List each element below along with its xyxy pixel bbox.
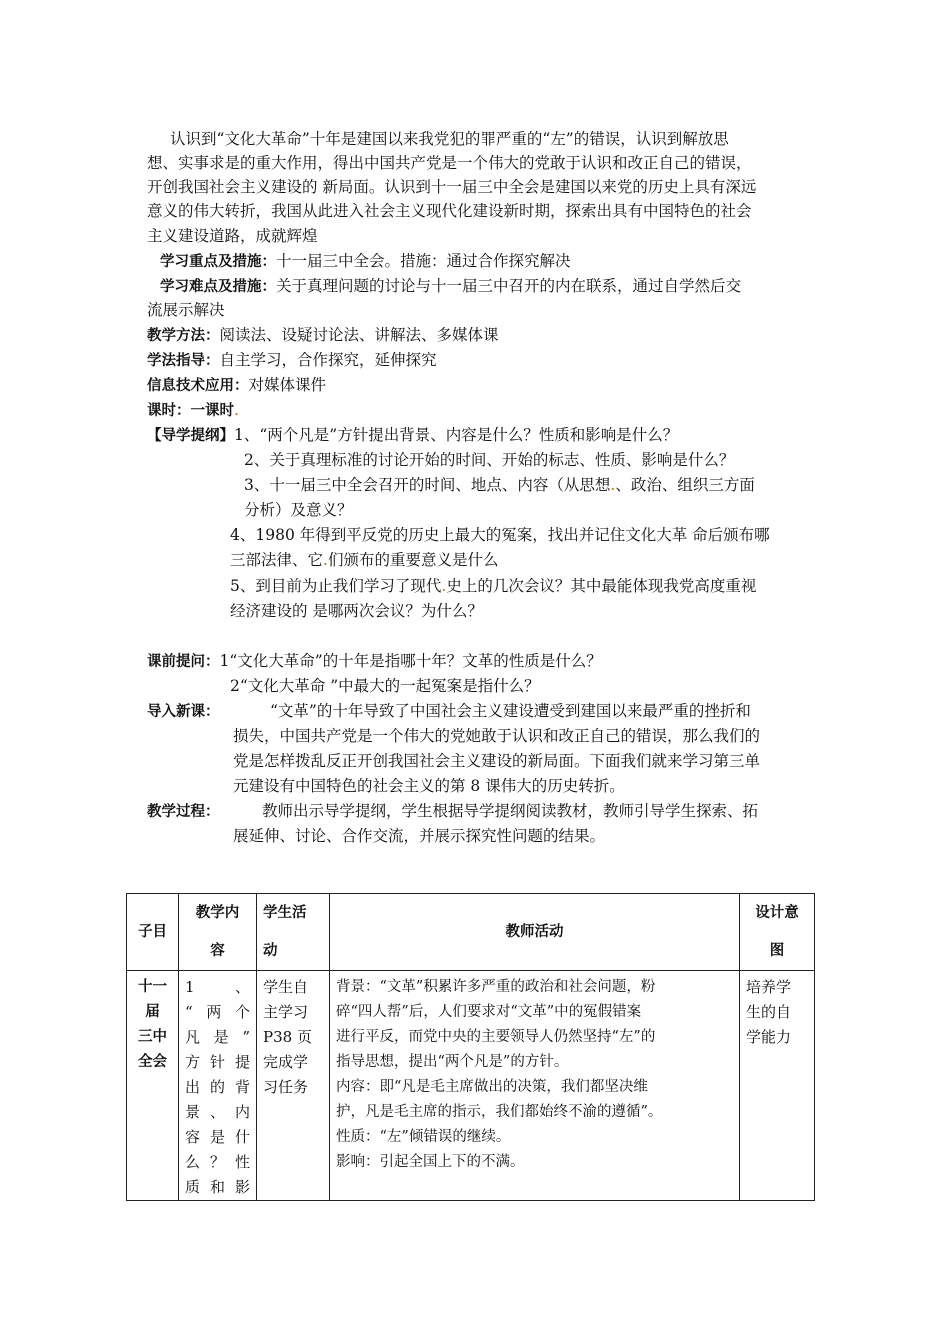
outline-q5: [230, 576, 756, 596]
it-application-text: 对媒体课件: [248, 376, 327, 394]
intro-line-1: 认识到“文化大革命”十年是建国以来我党犯的罪严重的“左”的错误，认识到解放思: [170, 130, 729, 148]
key-point-text: 十一届三中全会。措施：通过合作探究解决: [276, 252, 571, 270]
key-point-label: 学习重点及措施：: [160, 254, 276, 270]
outline-q3-part-2: 、政治、组织三方面: [615, 476, 755, 494]
it-application-label: 信息技术应用：: [147, 378, 249, 394]
intro-line-2: 想、实事求是的重大作用，得出中国共产党是一个伟大的党敢于认识和改正自己的错误，: [147, 154, 752, 172]
outline-q4-part-2: 们颁布的重要意义是什么: [327, 551, 499, 569]
intro-line-3: 开创我国社会主义建设的 新局面。认识到十一届三中全会是建国以来党的历史上具有深远: [147, 178, 757, 196]
preview-q2: 2“文化大革命 ”中最大的一起冤案是指什么？: [230, 677, 540, 695]
it-application: [147, 375, 326, 396]
teaching-method: [147, 325, 499, 346]
outline-q1-text: 1、“两个凡是”方针提出背景、内容是什么？性质和影响是什么？: [234, 426, 679, 444]
lead-in-line-4: 元建设有中国特色的社会主义的第 8 课伟大的历史转折。: [233, 777, 625, 795]
marker-dot: .: [441, 577, 447, 595]
header-teacher: 教师活动: [330, 894, 740, 971]
study-guide-label: 学法指导：: [147, 353, 220, 369]
class-period-label: 课时：一课时: [147, 403, 234, 419]
outline-q4: 4、1980 年得到平反党的历史上最大的冤案，找出并记住文化大革 命后颁布哪: [230, 526, 770, 544]
teaching-method-text: 阅读法、设疑讨论法、讲解法、多媒体课: [219, 326, 499, 344]
outline-q1: [147, 425, 678, 446]
row-content: 1 、 “两个 凡是” 方针提 出的背 景、内 容是什 么？性 质和影: [179, 971, 257, 1201]
header-content: 教学内 容: [179, 894, 257, 971]
lead-in-line-2: 损失，中国共产党是一个伟大的党她敢于认识和改正自己的错误，那么我们的: [233, 727, 761, 745]
teaching-method-label: 教学方法：: [147, 328, 220, 344]
header-design: 设计意 图: [740, 894, 815, 971]
outline-q3: [244, 475, 755, 495]
row-teacher: 背景：“文革”积累许多严重的政治和社会问题，粉 碎“四人帮”后，人们要求对“文革”中的冤假错案 进行平反，而党中央的主要领导人仍然坚持“左”的 指导思想，提出“两个凡是”的方针。 内容：即“凡是毛主席做出的决策，我们都坚决维 护，凡是毛主席的指示，我们都始终不渝的遵循”。 性质：“左”倾错误的继续。 影响：引起全国上下的不满。: [330, 971, 740, 1201]
row-subject: 十一 届 三中 全会: [127, 971, 179, 1201]
process-line-1: 教师出示导学提纲，学生根据导学提纲阅读教材，教师引导学生探索、拓: [262, 802, 759, 820]
difficulty-text-2: 流展示解决: [147, 301, 225, 319]
outline-q3-cont: 分析）及意义？: [244, 501, 353, 519]
difficulty-label: 学习难点及措施：: [160, 279, 276, 295]
marker-dot: .: [323, 551, 328, 569]
study-guide-text: 自主学习，合作探究，延伸探究: [219, 351, 437, 369]
intro-line-5: 主义建设道路，成就辉煌: [147, 227, 318, 245]
outline-q2: 2、关于真理标准的讨论开始的时间、开始的标志、性质、影响是什么？: [244, 451, 735, 469]
preview-q1: [147, 651, 602, 672]
outline-q4-cont: [230, 550, 498, 570]
outline-q3-part-1: 3、十一届三中全会召开的时间、地点、内容（从思想: [244, 476, 611, 494]
header-subject: 子目: [127, 894, 179, 971]
process-line-2: 展延伸、讨论、合作交流，并展示探究性问题的结果。: [233, 827, 606, 845]
row-student: 学生自 主学习 P38 页 完成学 习任务: [257, 971, 330, 1201]
row-design: 培养学 生的自 学能力: [740, 971, 815, 1201]
difficulty-text: 关于真理问题的讨论与十一届三中召开的内在联系，通过自学然后交: [276, 277, 742, 295]
study-guide: [147, 350, 437, 371]
header-student: 学生活 动: [257, 894, 330, 971]
lead-in-line-3: 党是怎样拨乱反正开创我国社会主义建设的新局面。下面我们就来学习第三单: [233, 752, 761, 770]
preview-label: 课前提问：: [147, 654, 220, 670]
lead-in-line-1: “文革”的十年导致了中国社会主义建设遭受到建国以来最严重的挫折和: [270, 702, 751, 720]
preview-q1-text: 1“文化大革命”的十年是指哪十年？文革的性质是什么？: [219, 652, 602, 670]
process-label: 教学过程：: [147, 804, 220, 820]
table-header-row: [127, 894, 815, 971]
marker-dot: .: [610, 476, 616, 494]
key-point: [160, 251, 571, 272]
table-row: [127, 971, 815, 1201]
lead-in-label: 导入新课：: [147, 704, 220, 720]
lesson-table: [126, 893, 815, 1201]
outline-q5-part-1: 5、到目前为止我们学习了现代: [230, 577, 442, 595]
outline-label: 【导学提纲】: [147, 428, 234, 444]
marker-dot: .: [234, 401, 239, 419]
outline-q5-part-2: 史上的几次会议？其中最能体现我党高度重视: [446, 577, 757, 595]
outline-q4-part-1: 三部法律、它: [230, 551, 324, 569]
class-period: [147, 400, 239, 421]
intro-line-4: 意义的伟大转折，我国从此进入社会主义现代化建设新时期，探索出具有中国特色的社会: [147, 202, 752, 220]
outline-q5-cont: 经济建设的 是哪两次会议？为什么？: [230, 602, 483, 620]
difficulty: [160, 276, 741, 297]
